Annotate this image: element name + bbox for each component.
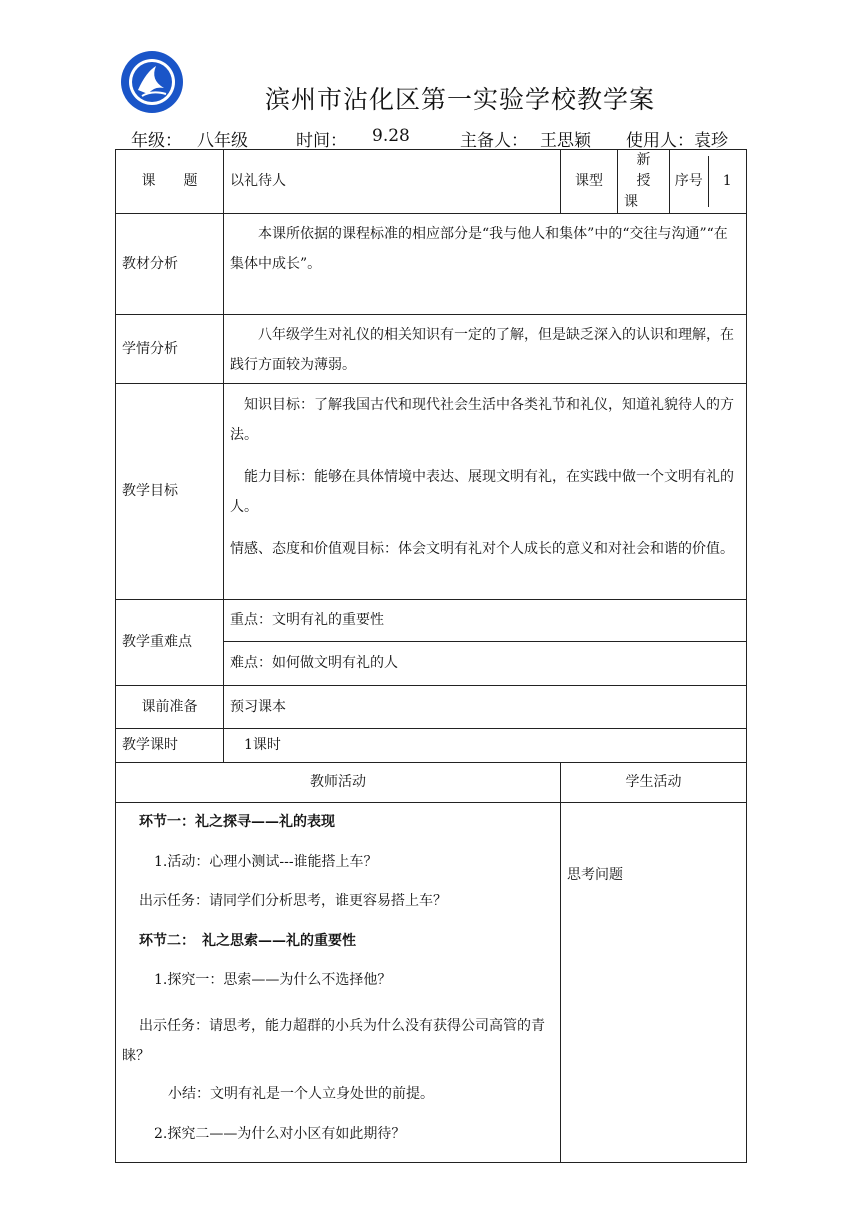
hours-label: 教学课时 — [116, 729, 224, 763]
section-1-heading: 环节一：礼之探寻——礼的表现 — [139, 814, 335, 830]
author-value: 王思颖 — [540, 131, 591, 151]
students-text: 八年级学生对礼仪的相关知识有一定的了解，但是缺乏深入的认识和理解，在践行方面较为薄弱。 — [230, 327, 734, 373]
section-2-heading: 环节二： 礼之思索——礼的重要性 — [139, 932, 356, 949]
hours-row — [116, 729, 747, 763]
prep-row — [116, 686, 747, 729]
topic-row — [116, 150, 747, 214]
students-row — [116, 315, 747, 384]
grade-label: 年级： — [131, 131, 182, 151]
seq-label: 序号 — [670, 156, 709, 207]
prep-label: 课前准备 — [116, 686, 224, 729]
activities-body-row — [116, 803, 747, 1163]
section-2-task: 出示任务：请思考，能力超群的小兵为什么没有获得公司高管的青睐？ — [122, 1017, 545, 1064]
goals-label: 教学目标 — [116, 384, 224, 600]
goal-emotion: 情感、态度和价值观目标：体会文明有礼对个人成长的意义和对社会和谐的价值。 — [230, 541, 734, 557]
teacher-activity-header: 教师活动 — [116, 763, 561, 803]
student-activity-note: 思考问题 — [567, 867, 623, 883]
time-label: 时间： — [296, 131, 347, 151]
topic-label: 课 题 — [116, 150, 224, 214]
author-label: 主备人： — [460, 131, 528, 151]
material-label: 教材分析 — [116, 214, 224, 315]
goal-knowledge: 知识目标：了解我国古代和现代社会生活中各类礼节和礼仪，知道礼貌待人的方法。 — [230, 397, 734, 443]
seq-cell — [670, 150, 747, 214]
goal-ability: 能力目标：能够在具体情境中表达、展现文明有礼，在实践中做一个文明有礼的人。 — [230, 469, 734, 515]
topic-value: 以礼待人 — [224, 150, 561, 214]
page-title: 滨州市沾化区第一实验学校教学案 — [264, 85, 655, 114]
difficulty-label: 教学重难点 — [116, 600, 224, 686]
activities-header-row — [116, 763, 747, 803]
goals-row — [116, 384, 747, 600]
user-value: 袁珍 — [694, 131, 728, 151]
type-value-line1: 新 授 — [636, 152, 665, 189]
type-label: 课型 — [561, 150, 618, 214]
section-2-item-1: 1.探究一：思索——为什么不选择他？ — [154, 972, 392, 989]
section-1-task: 出示任务：请同学们分析思考，谁更容易搭上车？ — [139, 893, 447, 910]
lesson-plan-table — [115, 149, 747, 1163]
students-label: 学情分析 — [116, 315, 224, 384]
material-row — [116, 214, 747, 315]
grade-value: 八年级 — [197, 131, 248, 151]
type-value-line2: 课 — [624, 194, 638, 210]
student-activity-header: 学生活动 — [561, 763, 747, 803]
type-value — [618, 150, 670, 214]
section-2-item-2: 2.探究二——为什么对小区有如此期待？ — [154, 1125, 406, 1142]
difficulty-key-row — [116, 600, 747, 642]
section-1-item-1: 1.活动：心理小测试---谁能搭上车？ — [154, 853, 378, 870]
school-logo — [120, 50, 184, 114]
prep-value: 预习课本 — [224, 686, 747, 729]
seq-value: 1 — [722, 173, 732, 189]
hours-value: 1课时 — [224, 729, 747, 763]
user-label: 使用人： — [626, 131, 694, 151]
time-value: 9.28 — [372, 126, 410, 146]
difficulty-hard: 难点：如何做文明有礼的人 — [224, 642, 747, 686]
difficulty-key: 重点：文明有礼的重要性 — [224, 600, 747, 642]
section-2-summary: 小结：文明有礼是一个人立身处世的前提。 — [168, 1085, 434, 1102]
material-text: 本课所依据的课程标准的相应部分是“我与他人和集体”中的“交往与沟通”“在集体中成长”。 — [230, 226, 728, 272]
